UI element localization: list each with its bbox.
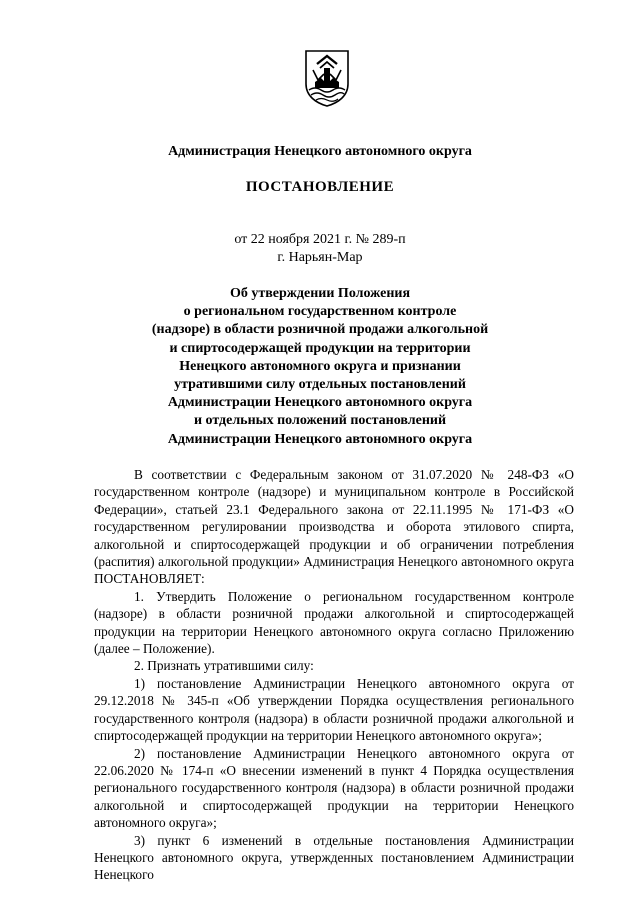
title-line: Ненецкого автономного округа и признании (179, 358, 461, 374)
title-line: и отдельных положений постановлений (193, 413, 447, 429)
city: г. Нарьян-Мар (277, 250, 363, 265)
title-line: Администрации Ненецкого автономного округа (167, 395, 473, 411)
date-and-number: от 22 ноября 2021 г. № 289-п (234, 232, 406, 247)
document-title (0, 285, 640, 449)
title-line: Администрации Ненецкого автономного округа (167, 431, 473, 447)
title-line: Об утверждении Положения (229, 286, 411, 301)
item-2-2-paragraph: 2) постановление Администрации Ненецкого автономного округа от 22.06.2020 № 174-п «О внесении изменений в пункт 4 Порядка осуществления регионального государственного контроля (надзора) в области розничной продажи алкогольной и спиртосодержащей продукции на территории Ненецкого автономного округа»; (94, 745, 574, 831)
title-line: (надзоре) в области розничной продажи алкогольной (151, 322, 489, 338)
title-line: о региональном государственном контроле (183, 304, 457, 320)
title-line: и спиртосодержащей продукции на территории (169, 340, 471, 356)
preamble-paragraph: В соответствии с Федеральным законом от 31.07.2020 № 248-ФЗ «О государственном контроле (надзоре) и муниципальном контроле в Российской Федерации», статьей 23.1 Федерального закона от 22.11.1995 № 171-ФЗ «О государственном регулировании производства и оборота этилового спирта, алкогольной и спиртосодержащей продукции и об ограничении потребления (распития) алкогольной продукции» Администрация Ненецкого автономного округа ПОСТАНОВЛЯЕТ: (94, 467, 574, 587)
document-body (94, 466, 574, 884)
document-type: ПОСТАНОВЛЕНИЕ (245, 179, 395, 195)
item-2-3-paragraph: 3) пункт 6 изменений в отдельные постановления Администрации Ненецкого автономного округа, утвержденных постановлением Администрации Ненецкого (94, 832, 574, 883)
item-1-paragraph: 1. Утвердить Положение о региональном государственном контроле (надзоре) в области розничной продажи алкогольной и спиртосодержащей продукции на территории Ненецкого автономного округа согласно Приложению (далее – Положение). (94, 588, 574, 657)
nenets-coat-of-arms-icon (303, 48, 351, 108)
item-2-1-paragraph: 1) постановление Администрации Ненецкого автономного округа от 29.12.2018 № 345-п «Об утверждении Порядка осуществления регионального государственного контроля (надзора) в области розничной продажи алкогольной и спиртосодержащей продукции на территории Ненецкого автономного округа»; (94, 675, 574, 744)
organization-name: Администрация Ненецкого автономного округа (168, 144, 472, 159)
item-2-paragraph: 2. Признать утратившими силу: (134, 658, 314, 674)
title-line: утратившими силу отдельных постановлений (174, 377, 466, 393)
